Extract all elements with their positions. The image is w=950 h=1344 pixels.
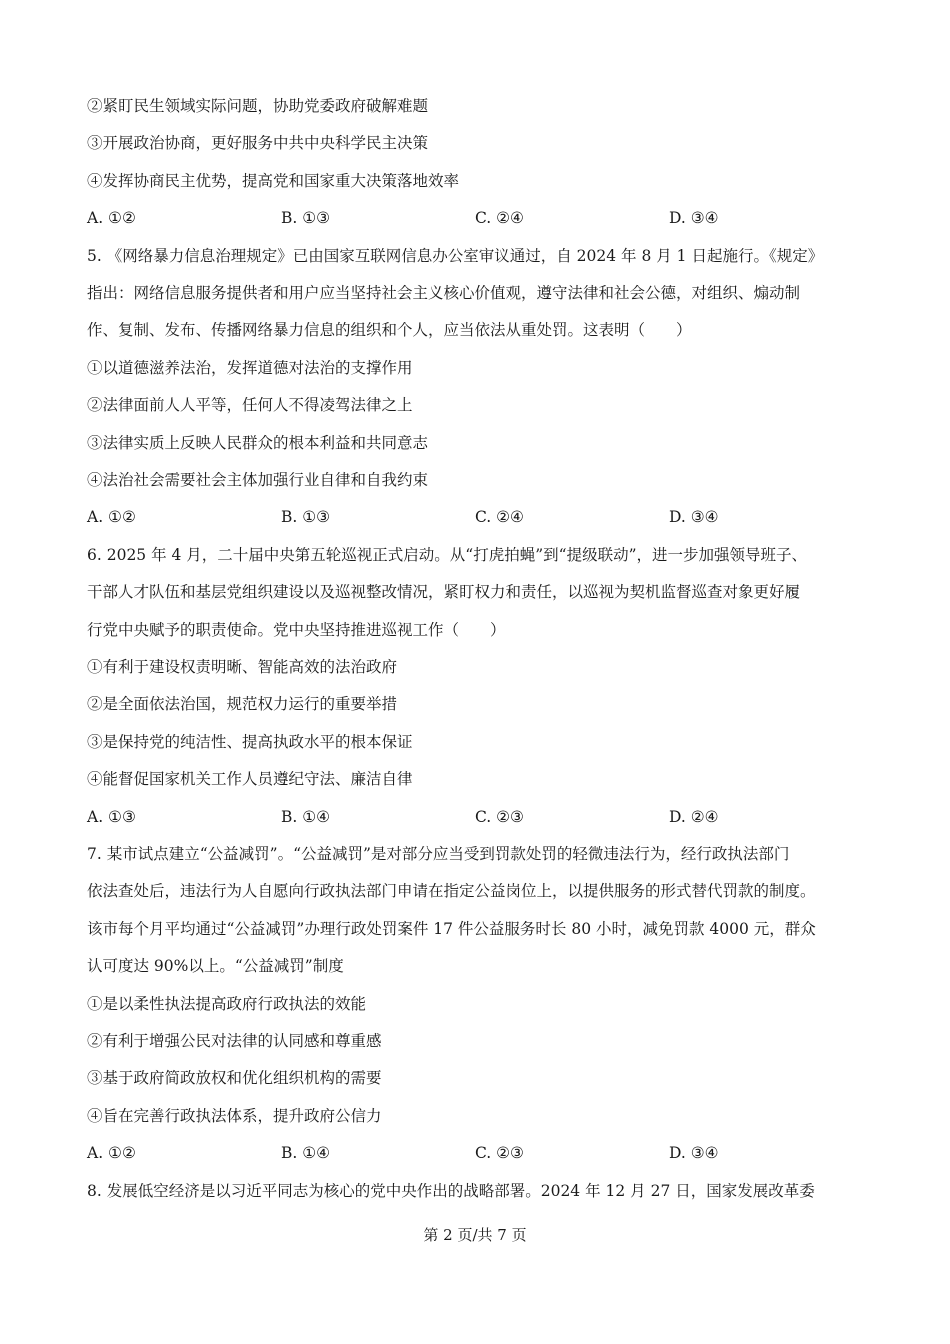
text-line: 该市每个月平均通过“公益减罚”办理行政处罚案件 17 件公益服务时长 80 小时，减免罚款 4000 元，群众 <box>87 920 816 938</box>
option-b: B. ①④ <box>281 1144 331 1162</box>
option-b: B. ①③ <box>281 209 331 227</box>
text-line: 指出：网络信息服务提供者和用户应当坚持社会主义核心价值观，遵守法律和社会公德，对组织、煽动制 <box>87 284 801 302</box>
option-a: A. ①③ <box>87 808 136 826</box>
text-line: ③开展政治协商，更好服务中共中央科学民主决策 <box>87 134 429 152</box>
option-b: B. ①③ <box>281 508 331 526</box>
text-line: ②法律面前人人平等，任何人不得凌驾法律之上 <box>87 396 413 414</box>
answer-options <box>87 208 867 228</box>
text-line: 认可度达 90%以上。“公益减罚”制度 <box>87 957 344 975</box>
answer-options <box>87 807 867 827</box>
text-line: 作、复制、发布、传播网络暴力信息的组织和个人，应当依法从重处罚。这表明（ ） <box>87 321 692 339</box>
text-line: 5. 《网络暴力信息治理规定》已由国家互联网信息办公室审议通过，自 2024 年 8 月 1 日起施行。《规定》 <box>87 247 824 265</box>
option-a: A. ①② <box>87 508 136 526</box>
text-line: ④法治社会需要社会主体加强行业自律和自我约束 <box>87 471 429 489</box>
text-line: ①有利于建设权责明晰、智能高效的法治政府 <box>87 658 398 676</box>
option-d: D. ②④ <box>669 808 719 826</box>
text-line: 7. 某市试点建立“公益减罚”。“公益减罚”是对部分应当受到罚款处罚的轻微违法行为，经行政执法部门 <box>87 845 790 863</box>
page-footer: 第 2 页/共 7 页 <box>423 1226 527 1244</box>
option-d: D. ③④ <box>669 1144 719 1162</box>
option-d: D. ③④ <box>669 209 719 227</box>
answer-options <box>87 507 867 527</box>
answer-options <box>87 1143 867 1163</box>
text-line: ①是以柔性执法提高政府行政执法的效能 <box>87 995 367 1013</box>
option-b: B. ①④ <box>281 808 331 826</box>
text-line: 8. 发展低空经济是以习近平同志为核心的党中央作出的战略部署。2024 年 12 月 27 日，国家发展改革委 <box>87 1182 815 1200</box>
option-a: A. ①② <box>87 209 136 227</box>
text-line: ④旨在完善行政执法体系，提升政府公信力 <box>87 1107 382 1125</box>
text-line: ④能督促国家机关工作人员遵纪守法、廉洁自律 <box>87 770 413 788</box>
text-line: ④发挥协商民主优势，提高党和国家重大决策落地效率 <box>87 172 460 190</box>
option-c: C. ②④ <box>475 508 524 526</box>
option-a: A. ①② <box>87 1144 136 1162</box>
text-line: ②有利于增强公民对法律的认同感和尊重感 <box>87 1032 382 1050</box>
option-c: C. ②③ <box>475 1144 524 1162</box>
text-line: ②是全面依法治国，规范权力运行的重要举措 <box>87 695 398 713</box>
text-line: 6. 2025 年 4 月，二十届中央第五轮巡视正式启动。从“打虎拍蝇”到“提级联动”，进一步加强领导班子、 <box>87 546 808 564</box>
text-line: 依法查处后，违法行为人自愿向行政执法部门申请在指定公益岗位上，以提供服务的形式替代罚款的制度。 <box>87 882 816 900</box>
option-c: C. ②③ <box>475 808 524 826</box>
option-c: C. ②④ <box>475 209 524 227</box>
text-line: ③法律实质上反映人民群众的根本利益和共同意志 <box>87 434 429 452</box>
text-line: 行党中央赋予的职责使命。党中央坚持推进巡视工作（ ） <box>87 621 506 639</box>
text-line: ③基于政府简政放权和优化组织机构的需要 <box>87 1069 382 1087</box>
text-line: ③是保持党的纯洁性、提高执政水平的根本保证 <box>87 733 413 751</box>
text-line: 干部人才队伍和基层党组织建设以及巡视整改情况，紧盯权力和责任，以巡视为契机监督巡查对象更好履 <box>87 583 801 601</box>
option-d: D. ③④ <box>669 508 719 526</box>
text-line: ②紧盯民生领域实际问题，协助党委政府破解难题 <box>87 97 429 115</box>
text-line: ①以道德滋养法治，发挥道德对法治的支撑作用 <box>87 359 413 377</box>
